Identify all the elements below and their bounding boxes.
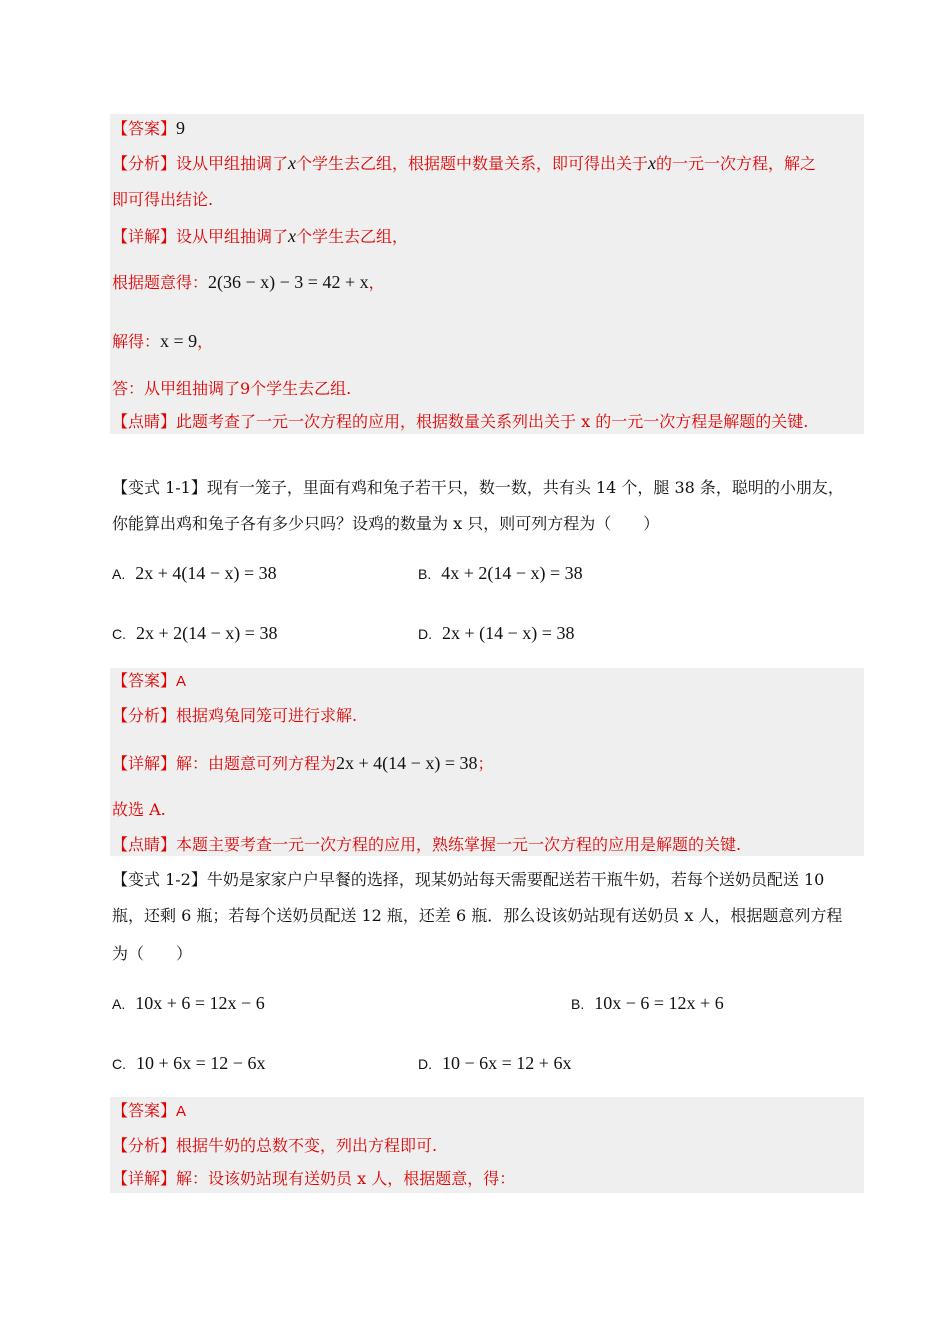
equation-formula: 2(36 − x) − 3 = 42 + x bbox=[208, 272, 369, 292]
answer-line-2: 【答案】A bbox=[112, 671, 187, 690]
solution-line: 解得：x = 9， bbox=[112, 331, 214, 351]
question-2-line-2: 瓶，还剩 6 瓶；若每个送奶员配送 12 瓶，还差 6 瓶．那么设该奶站现有送奶员 x 人，根据题意列方程 bbox=[112, 906, 843, 925]
option-b-2[interactable]: B. 10x − 6 = 12x + 6 bbox=[571, 993, 724, 1013]
question-1-line-1: 【变式 1-1】现有一笼子，里面有鸡和兔子若干只，数一数，共有头 14 个，腿 38 条，聪明的小朋友， bbox=[112, 478, 844, 497]
option-c-2[interactable]: C. 10 + 6x = 12 − 6x bbox=[112, 1053, 266, 1073]
analysis-line-b2: 【分析】根据鸡兔同笼可进行求解. bbox=[112, 706, 358, 725]
detail-line-b3: 【详解】解：设该奶站现有送奶员 x 人，根据题意，得： bbox=[112, 1169, 516, 1188]
question-2-line-1: 【变式 1-2】牛奶是家家户户早餐的选择，现某奶站每天需要配送若干瓶牛奶，若每个送奶员配送 10 bbox=[112, 870, 825, 889]
question-1-line-2: 你能算出鸡和兔子各有多少只吗？设鸡的数量为 x 只，则可列方程为（ ） bbox=[112, 514, 660, 533]
analysis-line: 【分析】设从甲组抽调了x个学生去乙组，根据题中数量关系，即可得出关于x的一元一次方程，解之 bbox=[112, 153, 817, 173]
answer-line-3: 【答案】A bbox=[112, 1101, 187, 1120]
equation-line: 根据题意得：2(36 − x) − 3 = 42 + x， bbox=[112, 272, 385, 292]
option-a[interactable]: A. 2x + 4(14 − x) = 38 bbox=[112, 563, 277, 583]
analysis-line-2: 即可得出结论. bbox=[112, 190, 214, 209]
option-d-2[interactable]: D. 10 − 6x = 12 + 6x bbox=[418, 1053, 572, 1073]
answer-line: 【答案】9 bbox=[112, 118, 186, 138]
detail-line: 【详解】设从甲组抽调了x个学生去乙组， bbox=[112, 226, 409, 246]
option-c[interactable]: C. 2x + 2(14 − x) = 38 bbox=[112, 623, 278, 643]
comment-line-b2: 【点睛】本题主要考查一元一次方程的应用，熟练掌握一元一次方程的应用是解题的关键. bbox=[112, 835, 742, 854]
option-b[interactable]: B. 4x + 2(14 − x) = 38 bbox=[418, 563, 583, 583]
analysis-line-b3: 【分析】根据牛奶的总数不变，列出方程即可. bbox=[112, 1136, 438, 1155]
solution-formula: x = 9 bbox=[160, 331, 198, 351]
option-d[interactable]: D. 2x + (14 − x) = 38 bbox=[418, 623, 575, 643]
reply-line: 答：从甲组抽调了9个学生去乙组. bbox=[112, 379, 352, 398]
option-a-2[interactable]: A. 10x + 6 = 12x − 6 bbox=[112, 993, 265, 1013]
detail-line-b2: 【详解】解：由题意可列方程为2x + 4(14 − x) = 38； bbox=[112, 753, 494, 773]
detail-formula: 2x + 4(14 − x) = 38 bbox=[336, 753, 478, 773]
question-2-line-3: 为（ ） bbox=[112, 944, 193, 963]
choice-line: 故选 A. bbox=[112, 800, 166, 819]
comment-line: 【点睛】此题考查了一元一次方程的应用，根据数量关系列出关于 x 的一元一次方程是解题的关键. bbox=[112, 412, 809, 431]
